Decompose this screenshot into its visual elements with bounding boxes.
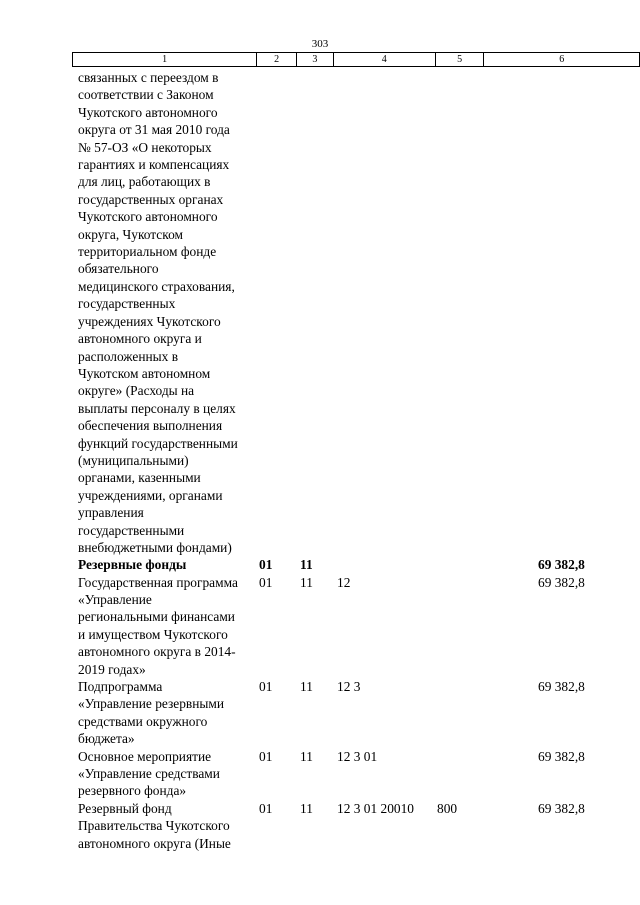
column-header-1: 1	[73, 53, 257, 67]
name-line: территориальном фонде	[78, 244, 217, 260]
name-line: функций государственными	[78, 435, 238, 451]
name-line: (муниципальными)	[78, 452, 189, 468]
name-line: округе» (Расходы на	[78, 383, 195, 399]
name-line: региональными финансами	[78, 609, 235, 625]
section-code: 01	[259, 800, 273, 816]
name-line: Чукотского автономного	[78, 104, 218, 120]
column-header-row	[72, 52, 640, 67]
name-line: Правительства Чукотского	[78, 818, 230, 834]
name-line: автономного округа в 2014-	[78, 644, 236, 660]
column-header-4: 4	[333, 53, 435, 67]
section-code: 01	[259, 574, 273, 590]
column-header-2: 2	[257, 53, 297, 67]
name-line: округа, Чукотском	[78, 226, 183, 242]
page-number: 303	[311, 38, 329, 50]
name-line: «Управление средствами	[78, 766, 220, 781]
subsection-code: 11	[300, 800, 313, 816]
name-line: средствами окружного	[78, 713, 208, 729]
name-line: гарантиях и компенсациях	[78, 157, 230, 173]
name-line: медицинского страхования,	[78, 278, 235, 294]
name-line: бюджета»	[78, 731, 135, 747]
name-line: учреждениях Чукотского	[78, 313, 221, 329]
target-item-code: 12	[337, 574, 351, 590]
target-item-code: 12 3 01 20010	[337, 800, 414, 816]
row-name	[78, 556, 263, 573]
amount-value: 69 382,8	[538, 748, 585, 764]
name-line: государственных	[78, 296, 176, 312]
name-line: Государственная программа	[78, 574, 238, 590]
name-line: № 57-ОЗ «О некоторых	[78, 139, 212, 155]
subsection-code: 11	[300, 748, 313, 764]
target-item-code: 12 3 01	[337, 748, 378, 764]
name-line: и имуществом Чукотского	[78, 626, 228, 642]
name-line: управления	[78, 505, 144, 521]
name-line: обязательного	[78, 261, 159, 277]
subsection-code: 11	[300, 557, 313, 573]
name-line: внебюджетными фондами)	[78, 539, 232, 555]
section-code: 01	[259, 679, 273, 694]
column-header-5: 5	[435, 53, 484, 67]
row-name	[78, 800, 263, 852]
name-line: государственных органах	[78, 191, 224, 207]
column-header-6: 6	[484, 53, 640, 67]
name-line: Резервные фонды	[78, 557, 187, 573]
column-header-3: 3	[296, 53, 333, 67]
amount-value: 69 382,8	[538, 574, 585, 590]
subsection-code: 11	[300, 679, 313, 694]
name-line: «Управление	[78, 592, 152, 607]
section-code: 01	[259, 748, 273, 764]
name-line: Резервный фонд	[78, 800, 172, 816]
continued-row-name	[78, 69, 263, 556]
name-line: «Управление резервными	[78, 696, 225, 712]
name-line: округа от 31 мая 2010 года	[78, 122, 230, 138]
name-line: обеспечения выполнения	[78, 418, 223, 434]
amount-value: 69 382,8	[538, 557, 585, 573]
name-line: для лиц, работающих в	[78, 174, 211, 190]
name-line: автономного округа (Иные	[78, 835, 231, 851]
amount-value: 69 382,8	[538, 679, 585, 694]
name-line: Подпрограмма	[78, 679, 163, 694]
subsection-code: 11	[300, 574, 313, 590]
name-line: автономного округа и	[78, 331, 202, 347]
row-name	[78, 748, 263, 800]
name-line: учреждениями, органами	[78, 487, 223, 503]
name-line: государственными	[78, 522, 185, 538]
name-line: выплаты персоналу в целях	[78, 400, 236, 416]
name-line: связанных с переездом в	[78, 70, 219, 85]
name-line: соответствии с Законом	[78, 87, 214, 103]
amount-value: 69 382,8	[538, 800, 585, 816]
name-line: 2019 годах»	[78, 661, 146, 677]
name-line: Основное мероприятие	[78, 748, 212, 764]
name-line: органами, казенными	[78, 470, 201, 486]
row-name	[78, 678, 263, 748]
row-name	[78, 574, 263, 678]
name-line: резервного фонда»	[78, 783, 187, 799]
expense-type-code: 800	[437, 800, 458, 816]
name-line: Чукотского автономного	[78, 209, 218, 225]
name-line: Чукотском автономном	[78, 365, 211, 381]
target-item-code: 12 3	[337, 679, 361, 694]
section-code: 01	[259, 557, 273, 573]
name-line: расположенных в	[78, 348, 179, 364]
